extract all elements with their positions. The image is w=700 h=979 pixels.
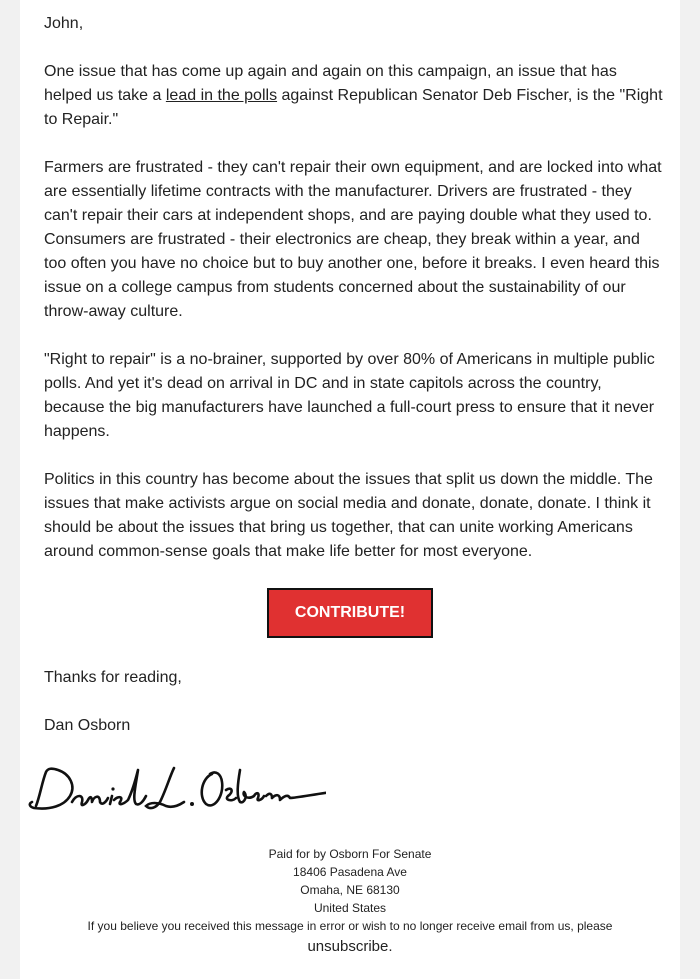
sender-name: Dan Osborn [44,717,131,734]
unsubscribe-link[interactable]: unsubscribe. [307,938,393,955]
address-country: United States [313,901,387,915]
address-city: Omaha, NE 68130 [300,883,400,897]
address-street: 18406 Pasadena Ave [293,865,407,879]
paragraph-3: "Right to repair" is a no-brainer, supported by over 80% of Americans in multiple public polls. And yet it's dead on arrival in DC and in state capitols across the country, because the big manufacturers have launched a full-court press to ensure that it never happens. [44,351,655,440]
paragraph-1-text-b: against Republican Senator Deb Fischer, is the "Right to Repair." [44,87,663,128]
contribute-button[interactable]: CONTRIBUTE! [267,588,433,638]
paragraph-4: Politics in this country has become about the issues that split us down the middle. The issues that make activists argue on social media and donate, donate, donate. I think it should be about the issues that bring us together, that can unite working Americans around common-sense goals that make life better for most everyone. [44,471,653,560]
paragraph-1-text-a: One issue that has come up again and again on this campaign, an issue that has helped us take a [44,63,617,104]
paragraph-1 [44,60,664,132]
footer [20,845,680,958]
paid-for-line: Paid for by Osborn For Senate [268,847,432,861]
lead-in-polls-link[interactable]: lead in the polls [165,87,278,104]
greeting: John, [44,15,84,32]
closing-text: Thanks for reading, [44,669,182,686]
unsubscribe-notice: If you believe you received this message in error or wish to no longer receive email from us, please [87,919,613,933]
signature-image [26,756,326,820]
cta-container [20,588,680,638]
email-card [20,0,680,979]
paragraph-2: Farmers are frustrated - they can't repair their own equipment, and are locked into what are essentially lifetime contracts with the manufacturer. Drivers are frustrated - they can't repair their cars at independent shops, and are paying double what they used to. Consumers are frustrated - their electronics are cheap, they break within a year, and too often you have no choice but to buy another one, before it breaks. I even heard this issue on a college campus from students concerned about the sustainability of our throw-away culture. [44,159,662,320]
